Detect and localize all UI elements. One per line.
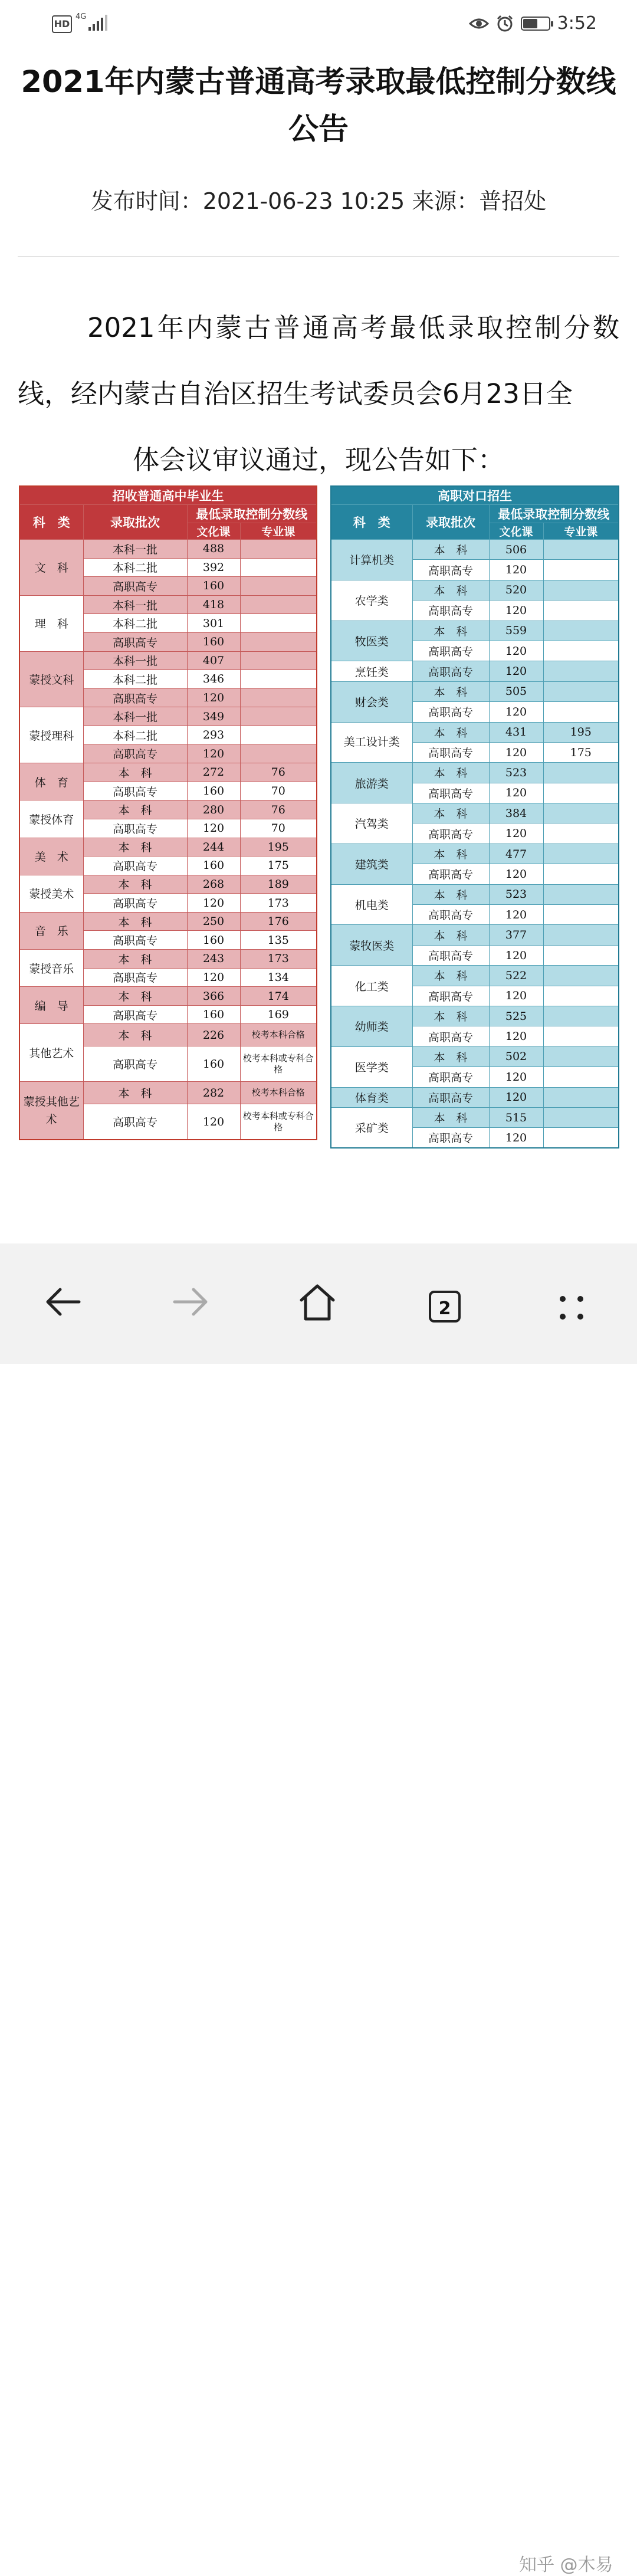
major-score-cell: 校考本科或专科合格	[240, 1046, 317, 1082]
major-score-cell	[543, 966, 619, 986]
major-score-cell	[240, 614, 317, 633]
batch-cell: 本科二批	[83, 614, 187, 633]
culture-score-cell: 120	[489, 986, 543, 1006]
table-row	[19, 651, 317, 670]
culture-score-cell: 120	[489, 1067, 543, 1087]
header-major: 专业课	[240, 523, 317, 540]
culture-score-cell: 120	[489, 783, 543, 803]
header-category: 科 类	[331, 505, 412, 540]
major-score-cell: 176	[240, 912, 317, 931]
major-score-cell	[543, 621, 619, 641]
category-cell: 财会类	[331, 681, 412, 722]
table-row	[331, 1107, 619, 1127]
major-score-cell	[240, 651, 317, 670]
batch-cell: 本 科	[83, 875, 187, 894]
culture-score-cell: 120	[187, 819, 240, 838]
table-row	[19, 763, 317, 782]
batch-cell: 本 科	[412, 621, 489, 641]
table-row	[331, 884, 619, 904]
major-score-cell	[543, 945, 619, 965]
major-score-cell: 70	[240, 819, 317, 838]
culture-score-cell: 160	[187, 857, 240, 875]
batch-cell: 高职高专	[83, 1005, 187, 1024]
batch-cell: 高职高专	[83, 857, 187, 875]
culture-score-cell: 120	[489, 945, 543, 965]
major-score-cell	[240, 540, 317, 559]
major-score-cell	[240, 558, 317, 577]
major-score-cell: 189	[240, 875, 317, 894]
culture-score-cell: 377	[489, 925, 543, 945]
table-row	[331, 661, 619, 681]
table-row	[331, 1087, 619, 1107]
back-arrow-icon[interactable]	[42, 1281, 84, 1323]
table-row	[331, 844, 619, 864]
batch-cell: 本 科	[412, 763, 489, 783]
table-row	[19, 800, 317, 819]
culture-score-cell: 120	[489, 661, 543, 681]
batch-cell: 本科一批	[83, 595, 187, 614]
culture-score-cell: 160	[187, 782, 240, 800]
batch-cell: 本科二批	[83, 670, 187, 689]
major-score-cell	[240, 688, 317, 707]
major-score-cell	[543, 1006, 619, 1026]
category-cell: 美 术	[19, 838, 83, 875]
category-cell: 牧医类	[331, 621, 412, 661]
signal-icon	[87, 14, 107, 32]
major-score-cell: 195	[543, 722, 619, 742]
culture-score-cell: 160	[187, 1005, 240, 1024]
culture-score-cell: 506	[489, 540, 543, 560]
header-score-line: 最低录取控制分数线	[489, 505, 619, 523]
status-bar	[0, 0, 637, 47]
category-cell: 烹饪类	[331, 661, 412, 681]
culture-score-cell: 431	[489, 722, 543, 742]
table-row	[19, 838, 317, 857]
major-score-cell: 175	[240, 857, 317, 875]
major-score-cell: 169	[240, 1005, 317, 1024]
table-row	[19, 875, 317, 894]
culture-score-cell: 520	[489, 580, 543, 600]
batch-cell: 高职高专	[412, 823, 489, 844]
major-score-cell	[543, 925, 619, 945]
culture-score-cell: 120	[489, 641, 543, 661]
batch-cell: 高职高专	[412, 1067, 489, 1087]
batch-cell: 高职高专	[83, 577, 187, 596]
major-score-cell: 校考本科合格	[240, 1082, 317, 1104]
batch-cell: 高职高专	[412, 641, 489, 661]
battery-icon	[521, 17, 550, 31]
header-score-line: 最低录取控制分数线	[187, 505, 317, 523]
paragraph-main: 2021年内蒙古普通高考最低录取控制分数线，经内蒙古自治区招生考试委员会6月23日全	[18, 312, 619, 409]
culture-score-cell: 120	[489, 600, 543, 621]
major-score-cell	[543, 600, 619, 621]
major-score-cell: 135	[240, 931, 317, 950]
culture-score-cell: 488	[187, 540, 240, 559]
table-row	[331, 763, 619, 783]
culture-score-cell: 418	[187, 595, 240, 614]
table-caption: 招收普通高中毕业生	[19, 486, 317, 505]
category-cell: 蒙授音乐	[19, 950, 83, 987]
major-score-cell	[240, 744, 317, 763]
culture-score-cell: 120	[187, 688, 240, 707]
culture-score-cell: 525	[489, 1006, 543, 1026]
batch-cell: 本 科	[412, 681, 489, 701]
table-row	[19, 1082, 317, 1104]
culture-score-cell: 523	[489, 763, 543, 783]
category-cell: 蒙授其他艺术	[19, 1082, 83, 1140]
category-cell: 幼师类	[331, 1006, 412, 1046]
table-row	[19, 1024, 317, 1046]
major-score-cell	[543, 1026, 619, 1046]
header-batch: 录取批次	[83, 505, 187, 540]
major-score-cell	[240, 726, 317, 744]
batch-cell: 高职高专	[412, 600, 489, 621]
major-score-cell: 173	[240, 894, 317, 913]
batch-cell: 本 科	[412, 925, 489, 945]
culture-score-cell: 120	[489, 1087, 543, 1107]
batch-cell: 高职高专	[412, 560, 489, 580]
table-row	[331, 803, 619, 823]
batch-cell: 高职高专	[412, 702, 489, 722]
category-cell: 计算机类	[331, 540, 412, 580]
culture-score-cell: 120	[489, 1128, 543, 1148]
divider	[18, 256, 619, 257]
culture-score-cell: 384	[489, 803, 543, 823]
major-score-cell: 175	[543, 742, 619, 762]
batch-cell: 本 科	[412, 884, 489, 904]
batch-cell: 高职高专	[83, 1104, 187, 1140]
category-cell: 蒙授美术	[19, 875, 83, 912]
batch-cell: 本科二批	[83, 558, 187, 577]
category-cell: 文 科	[19, 540, 83, 596]
major-score-cell: 174	[240, 987, 317, 1006]
major-score-cell	[543, 884, 619, 904]
culture-score-cell: 120	[187, 894, 240, 913]
batch-cell: 本科一批	[83, 707, 187, 726]
header-batch: 录取批次	[412, 505, 489, 540]
culture-score-cell: 272	[187, 763, 240, 782]
major-score-cell	[543, 763, 619, 783]
culture-score-cell: 522	[489, 966, 543, 986]
table-row	[331, 925, 619, 945]
article-paragraph	[18, 295, 619, 493]
major-score-cell: 76	[240, 763, 317, 782]
major-score-cell: 70	[240, 782, 317, 800]
category-cell: 化工类	[331, 966, 412, 1006]
eye-icon	[469, 17, 489, 31]
culture-score-cell: 120	[489, 1026, 543, 1046]
table-row	[331, 1006, 619, 1026]
major-score-cell	[543, 905, 619, 925]
batch-cell: 本 科	[412, 1006, 489, 1026]
batch-cell: 高职高专	[412, 742, 489, 762]
batch-cell: 本 科	[412, 803, 489, 823]
table-row	[331, 722, 619, 742]
batch-cell: 高职高专	[412, 661, 489, 681]
category-cell: 理 科	[19, 595, 83, 651]
major-score-cell	[240, 595, 317, 614]
table-row	[331, 540, 619, 560]
batch-cell: 高职高专	[83, 894, 187, 913]
category-cell: 建筑类	[331, 844, 412, 884]
major-score-cell	[543, 1067, 619, 1087]
major-score-cell	[543, 702, 619, 722]
major-score-cell	[543, 580, 619, 600]
culture-score-cell: 505	[489, 681, 543, 701]
batch-cell: 本 科	[83, 1024, 187, 1046]
major-score-cell	[543, 1128, 619, 1148]
batch-cell: 高职高专	[83, 931, 187, 950]
major-score-cell	[543, 783, 619, 803]
table-row	[19, 595, 317, 614]
culture-score-cell: 120	[187, 968, 240, 987]
batch-cell: 高职高专	[83, 632, 187, 651]
batch-cell: 本 科	[83, 912, 187, 931]
category-cell: 蒙授文科	[19, 651, 83, 707]
culture-score-cell: 160	[187, 931, 240, 950]
home-icon[interactable]	[297, 1281, 338, 1323]
category-cell: 体育类	[331, 1087, 412, 1107]
batch-cell: 高职高专	[83, 782, 187, 800]
major-score-cell	[543, 641, 619, 661]
category-cell: 旅游类	[331, 763, 412, 803]
major-score-cell	[543, 844, 619, 864]
major-score-cell: 173	[240, 950, 317, 969]
table-row	[331, 580, 619, 600]
table-row	[19, 950, 317, 969]
clock: 3:52	[557, 13, 597, 34]
category-cell: 体 育	[19, 763, 83, 800]
major-score-cell: 195	[240, 838, 317, 857]
batch-cell: 本 科	[412, 844, 489, 864]
category-cell: 音 乐	[19, 912, 83, 949]
culture-score-cell: 502	[489, 1046, 543, 1067]
major-score-cell	[240, 577, 317, 596]
batch-cell: 高职高专	[412, 1128, 489, 1148]
article-meta: 发布时间：2021-06-23 10:25 来源：普招处	[90, 188, 547, 214]
batch-cell: 本 科	[412, 1107, 489, 1127]
major-score-cell	[240, 670, 317, 689]
batch-cell: 本 科	[412, 540, 489, 560]
culture-score-cell: 160	[187, 577, 240, 596]
table-caption: 高职对口招生	[331, 486, 619, 505]
major-score-cell	[240, 632, 317, 651]
header-culture: 文化课	[489, 523, 543, 540]
culture-score-cell: 301	[187, 614, 240, 633]
culture-score-cell: 280	[187, 800, 240, 819]
major-score-cell	[543, 986, 619, 1006]
more-dots-icon[interactable]	[558, 1294, 585, 1321]
batch-cell: 高职高专	[412, 1087, 489, 1107]
category-cell: 汽驾类	[331, 803, 412, 844]
category-cell: 农学类	[331, 580, 412, 621]
category-cell: 其他艺术	[19, 1024, 83, 1082]
culture-score-cell: 160	[187, 1046, 240, 1082]
header-culture: 文化课	[187, 523, 240, 540]
article-title: 2021年内蒙古普通高考录取最低控制分数线公告	[21, 65, 616, 147]
category-cell: 蒙授体育	[19, 800, 83, 838]
batch-cell: 本 科	[83, 987, 187, 1006]
table-row	[19, 987, 317, 1006]
major-score-cell	[543, 681, 619, 701]
batch-cell: 高职高专	[83, 688, 187, 707]
batch-cell: 本 科	[412, 1046, 489, 1067]
batch-cell: 本 科	[412, 722, 489, 742]
culture-score-cell: 282	[187, 1082, 240, 1104]
culture-score-cell: 293	[187, 726, 240, 744]
culture-score-cell: 120	[187, 744, 240, 763]
paragraph-last: 体会议审议通过，现公告如下：	[132, 444, 504, 475]
score-table-regular	[19, 485, 317, 1140]
major-score-cell	[543, 540, 619, 560]
culture-score-cell: 120	[489, 560, 543, 580]
batch-cell: 本 科	[83, 950, 187, 969]
batch-cell: 本科一批	[83, 540, 187, 559]
batch-cell: 高职高专	[83, 819, 187, 838]
batch-cell: 高职高专	[412, 986, 489, 1006]
culture-score-cell: 120	[187, 1104, 240, 1140]
category-cell: 医学类	[331, 1046, 412, 1087]
major-score-cell	[543, 803, 619, 823]
header-category: 科 类	[19, 505, 83, 540]
batch-cell: 本 科	[83, 763, 187, 782]
table-row	[19, 540, 317, 559]
category-cell: 机电类	[331, 884, 412, 925]
batch-cell: 高职高专	[83, 968, 187, 987]
major-score-cell: 76	[240, 800, 317, 819]
table-row	[331, 966, 619, 986]
batch-cell: 本 科	[412, 966, 489, 986]
culture-score-cell: 559	[489, 621, 543, 641]
table-row	[19, 912, 317, 931]
culture-score-cell: 349	[187, 707, 240, 726]
score-table-vocational	[330, 485, 619, 1148]
batch-cell: 本科二批	[83, 726, 187, 744]
header-major: 专业课	[543, 523, 619, 540]
category-cell: 美工设计类	[331, 722, 412, 763]
batch-cell: 高职高专	[412, 905, 489, 925]
batch-cell: 高职高专	[83, 1046, 187, 1082]
culture-score-cell: 120	[489, 864, 543, 884]
category-cell: 编 导	[19, 987, 83, 1024]
batch-cell: 高职高专	[412, 783, 489, 803]
culture-score-cell: 392	[187, 558, 240, 577]
batch-cell: 本 科	[83, 800, 187, 819]
bottom-navigation-bar	[0, 1243, 637, 2575]
major-score-cell: 校考本科合格	[240, 1024, 317, 1046]
major-score-cell: 校考本科或专科合格	[240, 1104, 317, 1140]
batch-cell: 高职高专	[412, 945, 489, 965]
culture-score-cell: 120	[489, 702, 543, 722]
batch-cell: 本 科	[83, 838, 187, 857]
major-score-cell: 134	[240, 968, 317, 987]
major-score-cell	[543, 560, 619, 580]
major-score-cell	[543, 1046, 619, 1067]
batch-cell: 本 科	[412, 580, 489, 600]
batch-cell: 本科一批	[83, 651, 187, 670]
alarm-icon	[496, 15, 514, 32]
culture-score-cell: 268	[187, 875, 240, 894]
table-row	[331, 681, 619, 701]
culture-score-cell: 243	[187, 950, 240, 969]
category-cell: 蒙授理科	[19, 707, 83, 763]
culture-score-cell: 120	[489, 823, 543, 844]
culture-score-cell: 244	[187, 838, 240, 857]
batch-cell: 本 科	[83, 1082, 187, 1104]
major-score-cell	[543, 1087, 619, 1107]
major-score-cell	[543, 864, 619, 884]
culture-score-cell: 120	[489, 905, 543, 925]
culture-score-cell: 226	[187, 1024, 240, 1046]
network-type: 4G	[75, 12, 87, 21]
major-score-cell	[543, 1107, 619, 1127]
category-cell: 蒙牧医类	[331, 925, 412, 966]
culture-score-cell: 477	[489, 844, 543, 864]
category-cell: 采矿类	[331, 1107, 412, 1148]
hd-icon: HD	[52, 15, 72, 33]
batch-cell: 高职高专	[83, 744, 187, 763]
table-row	[331, 621, 619, 641]
batch-cell: 高职高专	[412, 1026, 489, 1046]
culture-score-cell: 366	[187, 987, 240, 1006]
culture-score-cell: 250	[187, 912, 240, 931]
culture-score-cell: 346	[187, 670, 240, 689]
batch-cell: 高职高专	[412, 864, 489, 884]
major-score-cell	[543, 661, 619, 681]
watermark: 知乎 @木易	[519, 2555, 613, 2575]
table-row	[19, 707, 317, 726]
tabs-icon[interactable]: 2	[429, 1291, 461, 1323]
table-row	[331, 1046, 619, 1067]
major-score-cell	[240, 707, 317, 726]
forward-arrow-icon[interactable]	[170, 1281, 211, 1323]
culture-score-cell: 120	[489, 742, 543, 762]
culture-score-cell: 515	[489, 1107, 543, 1127]
culture-score-cell: 523	[489, 884, 543, 904]
culture-score-cell: 407	[187, 651, 240, 670]
culture-score-cell: 160	[187, 632, 240, 651]
major-score-cell	[543, 823, 619, 844]
